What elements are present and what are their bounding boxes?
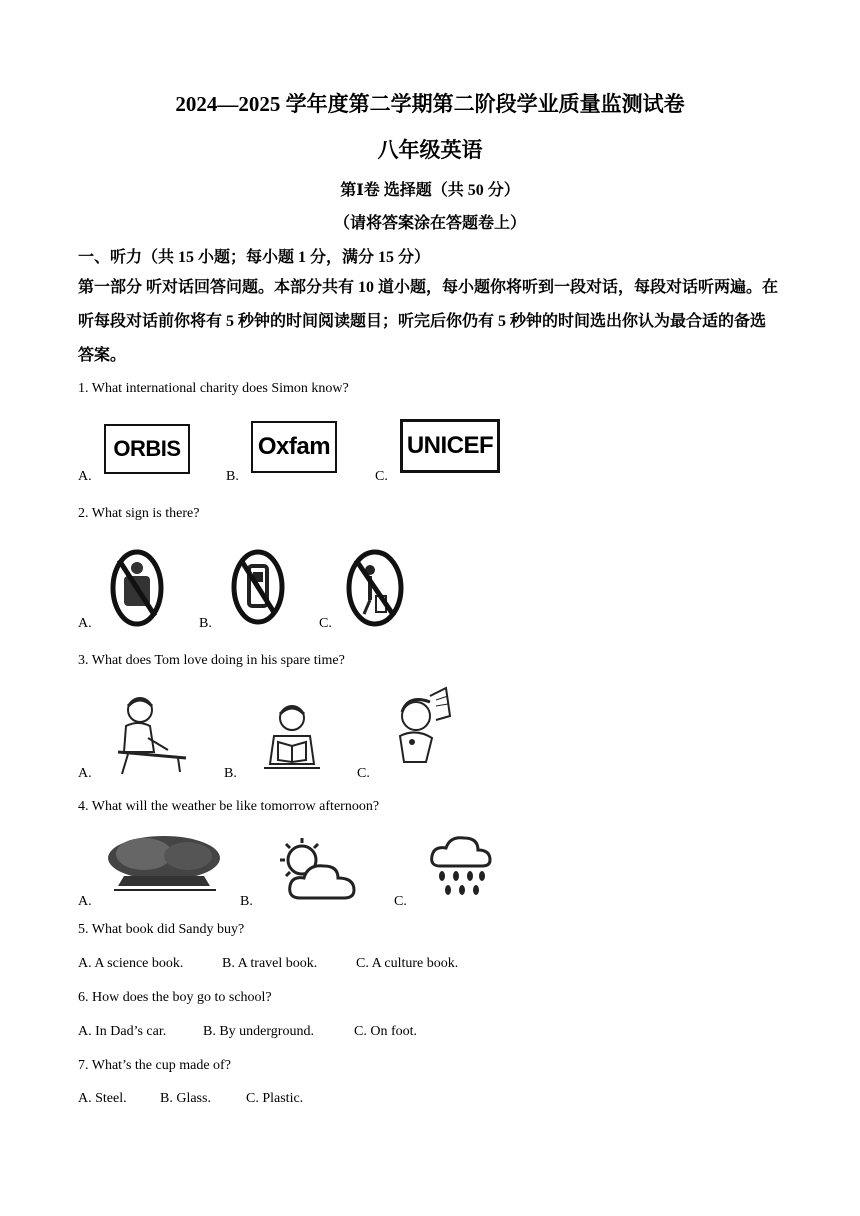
option-1a-label[interactable]: A. (78, 469, 92, 484)
question-2: 2. What sign is there? (78, 506, 200, 521)
question-6: 6. How does the boy go to school? (78, 990, 272, 1005)
option-3a-label[interactable]: A. (78, 766, 92, 781)
option-4a-label[interactable]: A. (78, 894, 92, 909)
option-1b-label[interactable]: B. (226, 469, 239, 484)
orbis-logo[interactable]: ORBIS (104, 424, 190, 474)
singing-boy-icon[interactable] (386, 686, 456, 766)
option-3b-label[interactable]: B. (224, 766, 237, 781)
question-5: 5. What book did Sandy buy? (78, 922, 245, 937)
option-7b[interactable]: B. Glass. (160, 1091, 211, 1106)
exam-subtitle: 八年级英语 (377, 138, 483, 162)
option-7a[interactable]: A. Steel. (78, 1091, 127, 1106)
option-1c-label[interactable]: C. (375, 469, 388, 484)
question-4: 4. What will the weather be like tomorrow afternoon? (78, 799, 380, 814)
section-heading: 一、听力（共 15 小题；每小题 1 分，满分 15 分） (78, 249, 431, 266)
reading-boy-icon[interactable] (262, 700, 322, 772)
no-phone-sign-icon[interactable] (231, 548, 285, 626)
question-3: 3. What does Tom love doing in his spare time? (78, 653, 345, 668)
storm-cloud-icon[interactable] (104, 832, 226, 894)
option-6a[interactable]: A. In Dad’s car. (78, 1024, 167, 1039)
part-heading: 第Ⅰ卷 选择题（共 50 分） (340, 182, 520, 199)
answer-note: （请将答案涂在答题卷上） (333, 215, 526, 232)
oxfam-logo[interactable]: Oxfam (251, 421, 337, 473)
partly-sunny-icon[interactable] (272, 836, 358, 904)
option-2a-label[interactable]: A. (78, 616, 92, 631)
option-4b-label[interactable]: B. (240, 894, 253, 909)
option-2b-label[interactable]: B. (199, 616, 212, 631)
option-2c-label[interactable]: C. (319, 616, 332, 631)
option-3c-label[interactable]: C. (357, 766, 370, 781)
option-5a[interactable]: A. A science book. (78, 956, 184, 971)
exam-title: 2024—2025 学年度第二学期第二阶段学业质量监测试卷 (175, 92, 685, 116)
question-1: 1. What international charity does Simon know? (78, 381, 349, 396)
option-6c[interactable]: C. On foot. (354, 1024, 417, 1039)
section-instructions: 第一部分 听对话回答问题。本部分共有 10 道小题，每小题你将听到一段对话，每段对话听两遍。在听每段对话前你将有 5 秒钟的时间阅读题目；听完后你仍有 5 秒钟的时间选出你认为最合适的备选答案。 (78, 279, 779, 364)
option-5c[interactable]: C. A culture book. (356, 956, 459, 971)
option-4c-label[interactable]: C. (394, 894, 407, 909)
option-5b[interactable]: B. A travel book. (222, 956, 318, 971)
rain-cloud-icon[interactable] (428, 832, 492, 900)
drawing-boy-icon[interactable] (108, 692, 188, 776)
unicef-logo[interactable]: UNICEF (400, 419, 500, 473)
option-6b[interactable]: B. By underground. (203, 1024, 314, 1039)
no-littering-sign-icon[interactable] (346, 548, 404, 628)
option-7c[interactable]: C. Plastic. (246, 1091, 304, 1106)
no-food-sign-icon[interactable] (110, 548, 164, 628)
question-7: 7. What’s the cup made of? (78, 1058, 231, 1073)
